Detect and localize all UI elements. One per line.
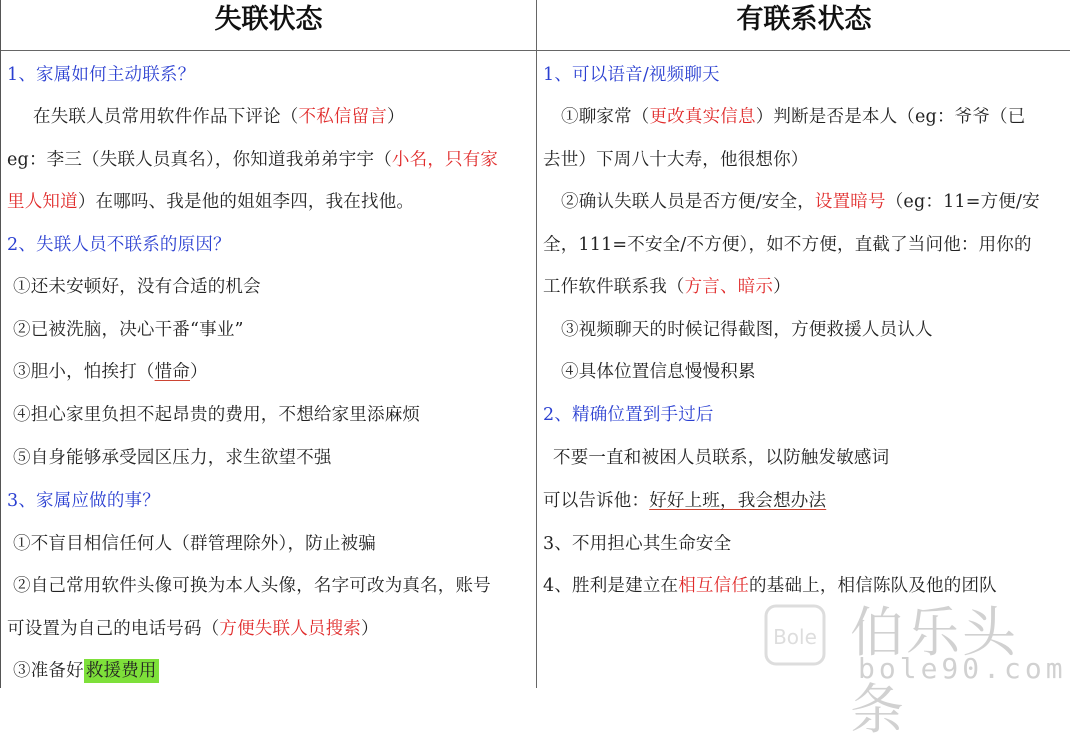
highlight-text: 里人知道: [7, 192, 78, 212]
chat-item-continued: 去世）下周八十大寿，他很想你）: [543, 150, 809, 170]
highlight-text: 设置暗号: [814, 192, 886, 212]
text: 4、胜利是建立在: [543, 576, 679, 596]
text: ③准备好: [13, 661, 84, 681]
column-divider: [536, 0, 537, 688]
todo-item: [13, 657, 159, 685]
text: 的基础上，相信陈队及他的团队: [749, 576, 997, 596]
reason-item: ⑤自身能够承受园区压力，求生欲望不强: [13, 448, 332, 468]
text: ）: [387, 107, 405, 127]
highlight-text: 不私信留言: [298, 107, 387, 127]
text: ①聊家常（: [561, 107, 650, 127]
paragraph-example-1: [7, 146, 498, 174]
highlight-text: 更改真实信息: [649, 107, 756, 127]
location-advice: 不要一直和被困人员联系，以防触发敏感词: [553, 448, 890, 468]
text: ②确认失联人员是否方便/安全，: [561, 192, 815, 212]
watermark-text: 伯乐头条: [850, 601, 1018, 741]
location-advice: [543, 487, 826, 515]
todo-item: ①不盲目相信任何人（群管理除外），防止被骗: [13, 534, 376, 554]
section-title-contact: 1、家属如何主动联系？: [7, 65, 196, 85]
reason-item: ④担心家里负担不起昂贵的费用，不想给家里添麻烦: [13, 405, 421, 425]
todo-item-continued: [7, 615, 379, 643]
chat-item-continued: 全，111=不安全/不方便），如不方便，直截了当问他：用你的: [543, 235, 1032, 255]
text: 可设置为自己的电话号码（: [7, 619, 220, 639]
underlined-text: 好好上班，我会想办法: [649, 491, 827, 511]
text: ③胆小，怕挨打（: [13, 362, 155, 382]
chat-item: ④具体位置信息慢慢积累: [561, 362, 756, 382]
text: 工作软件联系我（: [543, 277, 685, 297]
highlight-text: 方言、暗示: [684, 277, 774, 297]
point-safety: 3、不用担心其生命安全: [543, 534, 732, 554]
header-in-contact: 有联系状态: [736, 4, 872, 35]
green-highlighted-text: 救援费用: [85, 661, 157, 681]
section-title-video-chat: 1、可以语音/视频聊天: [543, 65, 720, 85]
text: ）: [773, 277, 791, 297]
text: ）判断是否是本人（eg：爷爷（已: [755, 107, 1026, 127]
text: （eg：11=方便/安: [885, 192, 1040, 212]
svg-text:Bole: Bole: [773, 625, 817, 649]
highlight-text: 相互信任: [678, 576, 750, 596]
paragraph-example-2: [7, 188, 414, 216]
watermark-url: bole90.com: [858, 652, 1067, 685]
reason-item: ①还未安顿好，没有合适的机会: [13, 277, 261, 297]
text: 可以告诉他：: [543, 491, 650, 511]
text: ）在哪吗、我是他的姐姐李四，我在找他。: [77, 192, 415, 212]
section-title-family-todo: 3、家属应做的事？: [7, 491, 160, 511]
reason-item: [13, 358, 208, 386]
chat-item: [561, 103, 1025, 131]
paragraph-comment: [33, 103, 405, 131]
text: ）: [361, 619, 379, 639]
section-title-location: 2、精确位置到手过后: [543, 405, 714, 425]
section-title-reasons: 2、失联人员不联系的原因？: [7, 235, 231, 255]
highlight-text: 方便失联人员搜索: [219, 619, 362, 639]
highlight-text: 小名，只有家: [391, 150, 499, 170]
todo-item: ②自己常用软件头像可换为本人头像，名字可改为真名，账号: [13, 576, 491, 596]
underlined-text: 惜命: [154, 362, 191, 382]
chat-item: ③视频聊天的时候记得截图，方便救援人员认人: [561, 320, 933, 340]
text: ）: [190, 362, 208, 382]
chat-item-continued: [543, 273, 791, 301]
chat-item: [561, 188, 1040, 216]
text: 在失联人员常用软件作品下评论（: [33, 107, 299, 127]
reason-item: ②已被洗脑，决心干番“事业”: [13, 320, 244, 340]
header-lost-contact: 失联状态: [214, 4, 323, 35]
text: eg：李三（失联人员真名），你知道我弟弟宇宇（: [7, 150, 392, 170]
